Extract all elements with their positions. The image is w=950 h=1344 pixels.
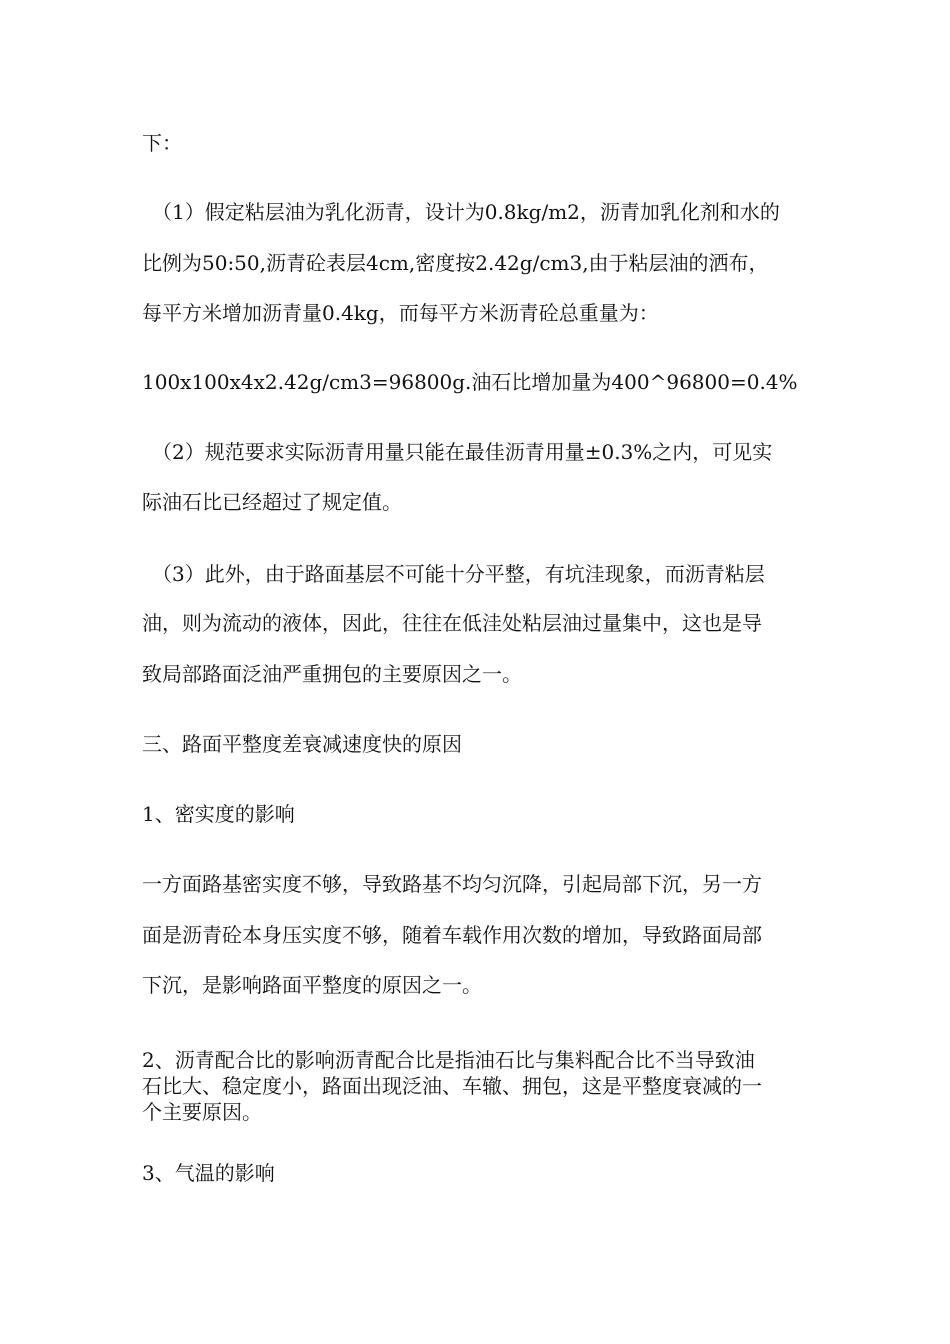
text-line: 个主要原因。 [142,1100,262,1124]
text-line: 际油石比已经超过了规定值。 [142,490,402,514]
text-line: （2）规范要求实际沥青用量只能在最佳沥青用量±0.3%之内，可见实 [152,440,773,464]
subsection-heading: 1、密实度的影响 [142,802,295,826]
text-line: 下： [142,131,182,155]
text-line: 下沉，是影响路面平整度的原因之一。 [142,973,482,997]
text-line: 油，则为流动的液体，因此，往往在低洼处粘层油过量集中，这也是导 [142,611,762,635]
text-line: 一方面路基密实度不够，导致路基不均匀沉降，引起局部下沉，另一方 [142,872,762,896]
subsection-heading: 3、气温的影响 [142,1161,275,1185]
text-line: 石比大、稳定度小，路面出现泛油、车辙、拥包，这是平整度衰减的一 [142,1074,762,1098]
text-line: 2、沥青配合比的影响沥青配合比是指油石比与集料配合比不当导致油 [142,1048,755,1072]
text-line: 面是沥青砼本身压实度不够，随着车载作用次数的增加，导致路面局部 [142,923,762,947]
text-line: 每平方米增加沥青量0.4kg，而每平方米沥青砼总重量为： [142,301,659,325]
text-line: 致局部路面泛油严重拥包的主要原因之一。 [142,662,522,686]
section-heading: 三、路面平整度差衰减速度快的原因 [142,732,462,756]
text-line: （1）假定粘层油为乳化沥青，设计为0.8kg/m2，沥青加乳化剂和水的 [152,200,780,224]
text-line: 100x100x4x2.42g/cm3=96800g.油石比增加量为400^96800=0.4% [142,370,798,394]
text-line: （3）此外，由于路面基层不可能十分平整，有坑洼现象，而沥青粘层 [152,562,765,586]
text-line: 比例为50:50,沥青砼表层4cm,密度按2.42g/cm3,由于粘层油的洒布， [142,251,769,275]
